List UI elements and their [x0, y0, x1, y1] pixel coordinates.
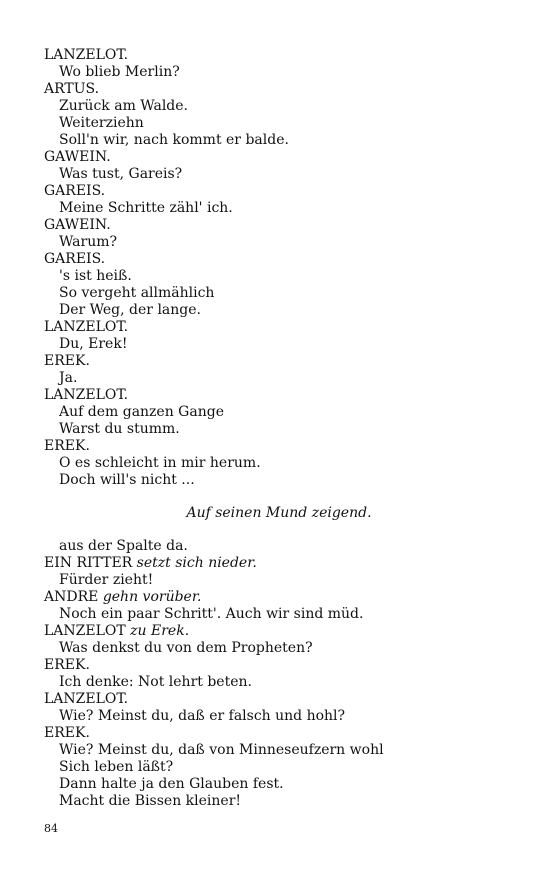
verse-line: 's ist heiß. [59, 268, 132, 284]
speaker-name: EREK. [44, 725, 90, 741]
verse-line: O es schleicht in mir herum. [59, 455, 261, 471]
verse-line: Warst du stumm. [59, 421, 180, 437]
stage-direction: Auf seinen Mund zeigend. [186, 505, 372, 521]
speaker-line [44, 319, 514, 336]
verse-line: Wie? Meinst du, daß von Minneseufzern wohl [59, 742, 384, 758]
speaker-name: EREK. [44, 438, 90, 454]
verse-line: Ich denke: Not lehrt beten. [59, 674, 252, 690]
verse-line: Wo blieb Merlin? [59, 64, 180, 80]
speaker-name: LANZELOT. [44, 47, 129, 63]
verse-line: Was denkst du von dem Propheten? [59, 640, 313, 656]
speaker-line [44, 251, 514, 268]
verse-line: Weiterziehn [59, 115, 144, 131]
speaker-name: ARTUS. [44, 81, 100, 97]
verse-line: aus der Spalte da. [59, 538, 188, 554]
verse-line: Du, Erek! [59, 336, 128, 352]
speaker-line [44, 47, 514, 64]
stage-direction-inline: zu Erek. [130, 623, 190, 639]
speaker-line [44, 353, 514, 370]
speaker-line [44, 438, 514, 455]
verse-line: Noch ein paar Schritt'. Auch wir sind müd. [59, 606, 364, 622]
verse-line: Was tust, Gareis? [59, 166, 183, 182]
speaker-line [44, 657, 514, 674]
speaker-line [44, 623, 514, 640]
speaker-name: GAREIS. [44, 251, 106, 267]
speaker-name: EIN RITTER [44, 555, 133, 571]
speaker-name: GAREIS. [44, 183, 106, 199]
verse-line: Der Weg, der lange. [59, 302, 201, 318]
speaker-name: EREK. [44, 657, 90, 673]
speaker-line [44, 387, 514, 404]
speaker-line [44, 217, 514, 234]
stage-direction-inline: gehn vorüber. [102, 589, 202, 605]
verse-line: Ja. [59, 370, 78, 386]
speaker-name: GAWEIN. [44, 149, 111, 165]
speaker-name: LANZELOT. [44, 691, 129, 707]
verse-line: Fürder zieht! [59, 572, 154, 588]
speaker-name: LANZELOT [44, 623, 126, 639]
verse-line: Meine Schritte zähl' ich. [59, 200, 233, 216]
speaker-line [44, 555, 514, 572]
play-text [44, 47, 514, 810]
speaker-line [44, 725, 514, 742]
page-number: 84 [44, 822, 58, 835]
verse-line: Soll'n wir, nach kommt er balde. [59, 132, 289, 148]
verse-line: So vergeht allmählich [59, 285, 215, 301]
verse-line: Wie? Meinst du, daß er falsch und hohl? [59, 708, 346, 724]
speaker-line [44, 589, 514, 606]
speaker-line [44, 149, 514, 166]
stage-direction-inline: setzt sich nieder. [136, 555, 257, 571]
verse-line: Auf dem ganzen Gange [59, 404, 224, 420]
verse-line: Dann halte ja den Glauben fest. [59, 776, 284, 792]
verse-line: Sich leben läßt? [59, 759, 174, 775]
speaker-line [44, 691, 514, 708]
verse-line: Warum? [59, 234, 118, 250]
speaker-name: EREK. [44, 353, 90, 369]
verse-line: Zurück am Walde. [59, 98, 188, 114]
speaker-name: LANZELOT. [44, 387, 129, 403]
verse-line: Macht die Bissen kleiner! [59, 793, 242, 809]
speaker-line [44, 81, 514, 98]
verse-line: Doch will's nicht ... [59, 472, 195, 488]
speaker-name: ANDRE [44, 589, 99, 605]
speaker-line [44, 183, 514, 200]
speaker-name: LANZELOT. [44, 319, 129, 335]
speaker-name: GAWEIN. [44, 217, 111, 233]
